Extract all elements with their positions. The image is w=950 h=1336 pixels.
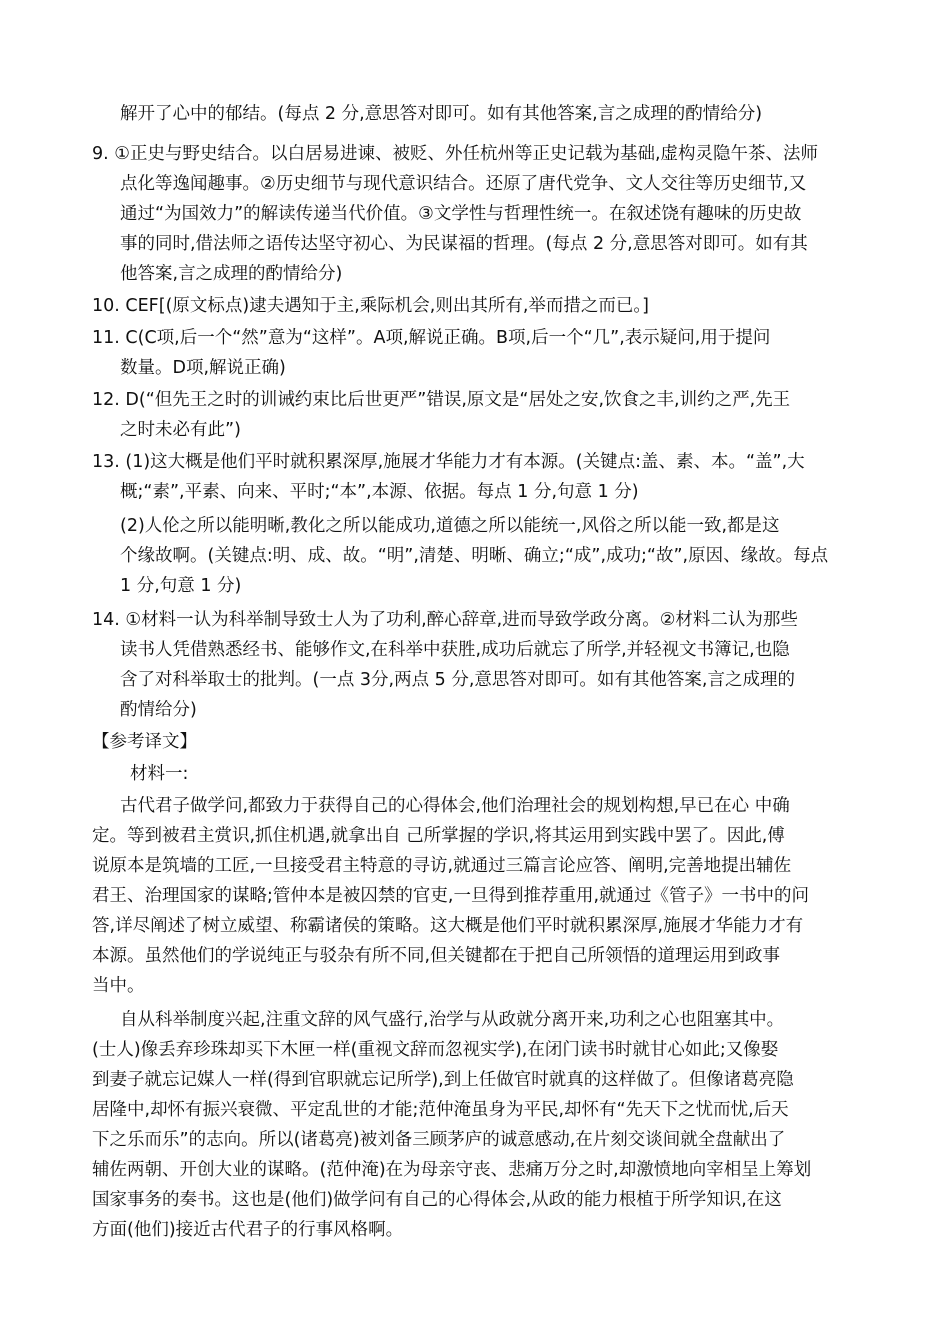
translation-para-2-line-8: 方面(他们)接近古代君子的行事风格啊。 (92, 1220, 404, 1240)
answer-13-2-line-1: (2)人伦之所以能明晰,教化之所以能成功,道德之所以能统一,风俗之所以能一致,都是这 (120, 516, 780, 536)
answer-14-line-1: 14. ①材料一认为科举制导致士人为了功利,醉心辞章,进而导致学政分离。②材料二认为那些 (92, 610, 798, 630)
translation-para-1-line-7: 当中。 (92, 976, 145, 996)
answer-14-line-2: 读书人凭借熟悉经书、能够作文,在科举中获胜,成功后就忘了所学,并轻视文书簿记,也隐 (120, 640, 790, 660)
answer-13-1-line-1: 13. (1)这大概是他们平时就积累深厚,施展才华能力才有本源。(关键点:盖、素、本。“盖”,大 (92, 452, 805, 472)
translation-para-2-line-4: 居隆中,却怀有振兴衰微、平定乱世的才能;范仲淹虽身为平民,却怀有“先天下之忧而忧,后天 (92, 1100, 789, 1120)
answer-9-line-5: 他答案,言之成理的酌情给分) (120, 264, 343, 284)
translation-para-1-line-5: 答,详尽阐述了树立威望、称霸诸侯的策略。这大概是他们平时就积累深厚,施展才华能力才有 (92, 916, 804, 936)
translation-para-1-line-1: 古代君子做学问,都致力于获得自己的心得体会,他们治理社会的规划构想,早已在心 中确 (120, 796, 790, 816)
translation-para-1-line-6: 本源。虽然他们的学说纯正与驳杂有所不同,但关键都在于把自己所领悟的道理运用到政事 (92, 946, 781, 966)
answer-14-line-3: 含了对科举取士的批判。(一点 3分,两点 5 分,意思答对即可。如有其他答案,言之成理的 (120, 670, 795, 690)
reference-translation-heading: 【参考译文】 (92, 732, 197, 752)
answer-9-line-2: 点化等逸闻趣事。②历史细节与现代意识结合。还原了唐代党争、文人交往等历史细节,又 (120, 174, 807, 194)
answer-8-tail: 解开了心中的郁结。(每点 2 分,意思答对即可。如有其他答案,言之成理的酌情给分) (120, 104, 763, 124)
material-one-heading: 材料一: (130, 764, 189, 784)
answer-13-1-line-2: 概;“素”,平素、向来、平时;“本”,本源、依据。每点 1 分,句意 1 分) (120, 482, 639, 502)
answer-9-line-3: 通过“为国效力”的解读传递当代价值。③文学性与哲理性统一。在叙述饶有趣味的历史故 (120, 204, 802, 224)
translation-para-2-line-6: 辅佐两朝、开创大业的谋略。(范仲淹)在为母亲守丧、悲痛万分之时,却激愤地向宰相呈上筹划 (92, 1160, 812, 1180)
answer-12-line-2: 之时未必有此”) (120, 420, 241, 440)
translation-para-1-line-3: 说原本是筑墙的工匠,一旦接受君主特意的寻访,就通过三篇言论应答、阐明,完善地提出辅佐 (92, 856, 792, 876)
answer-14-line-4: 酌情给分) (120, 700, 197, 720)
answer-9-line-1: 9. ①正史与野史结合。以白居易进谏、被贬、外任杭州等正史记载为基础,虚构灵隐午茶、法师 (92, 144, 819, 164)
translation-para-1-line-2: 定。等到被君主赏识,抓住机遇,就拿出自 己所掌握的学识,将其运用到实践中罢了。因此,傅 (92, 826, 785, 846)
answer-10: 10. CEF[(原文标点)逮夫遇知于主,乘际机会,则出其所有,举而措之而已。] (92, 296, 649, 316)
translation-para-2-line-7: 国家事务的奏书。这也是(他们)做学问有自己的心得体会,从政的能力根植于所学知识,在这 (92, 1190, 782, 1210)
answer-13-2-line-3: 1 分,句意 1 分) (120, 576, 242, 596)
translation-para-2-line-5: 下之乐而乐”的志向。所以(诸葛亮)被刘备三顾茅庐的诚意感动,在片刻交谈间就全盘献出了 (92, 1130, 786, 1150)
answer-11-line-1: 11. C(C项,后一个“然”意为“这样”。A项,解说正确。B项,后一个“几”,表示疑问,用于提问 (92, 328, 771, 348)
translation-para-1-line-4: 君王、治理国家的谋略;管仲本是被囚禁的官吏,一旦得到推荐重用,就通过《管子》一书中的问 (92, 886, 810, 906)
answer-9-line-4: 事的同时,借法师之语传达坚守初心、为民谋福的哲理。(每点 2 分,意思答对即可。如有其 (120, 234, 808, 254)
translation-para-2-line-2: (士人)像丢弃珍珠却买下木匣一样(重视文辞而忽视实学),在闭门读书时就甘心如此;又像娶 (92, 1040, 779, 1060)
translation-para-2-line-3: 到妻子就忘记媒人一样(得到官职就忘记所学),到上任做官时就真的这样做了。但像诸葛亮隐 (92, 1070, 794, 1090)
answer-11-line-2: 数量。D项,解说正确) (120, 358, 286, 378)
translation-para-2-line-1: 自从科举制度兴起,注重文辞的风气盛行,治学与从政就分离开来,功利之心也阻塞其中。 (120, 1010, 785, 1030)
answer-12-line-1: 12. D(“但先王之时的训诫约束比后世更严”错误,原文是“居处之安,饮食之丰,训约之严,先王 (92, 390, 791, 410)
answer-13-2-line-2: 个缘故啊。(关键点:明、成、故。“明”,清楚、明晰、确立;“成”,成功;“故”,原因、缘故。每点 (120, 546, 829, 566)
